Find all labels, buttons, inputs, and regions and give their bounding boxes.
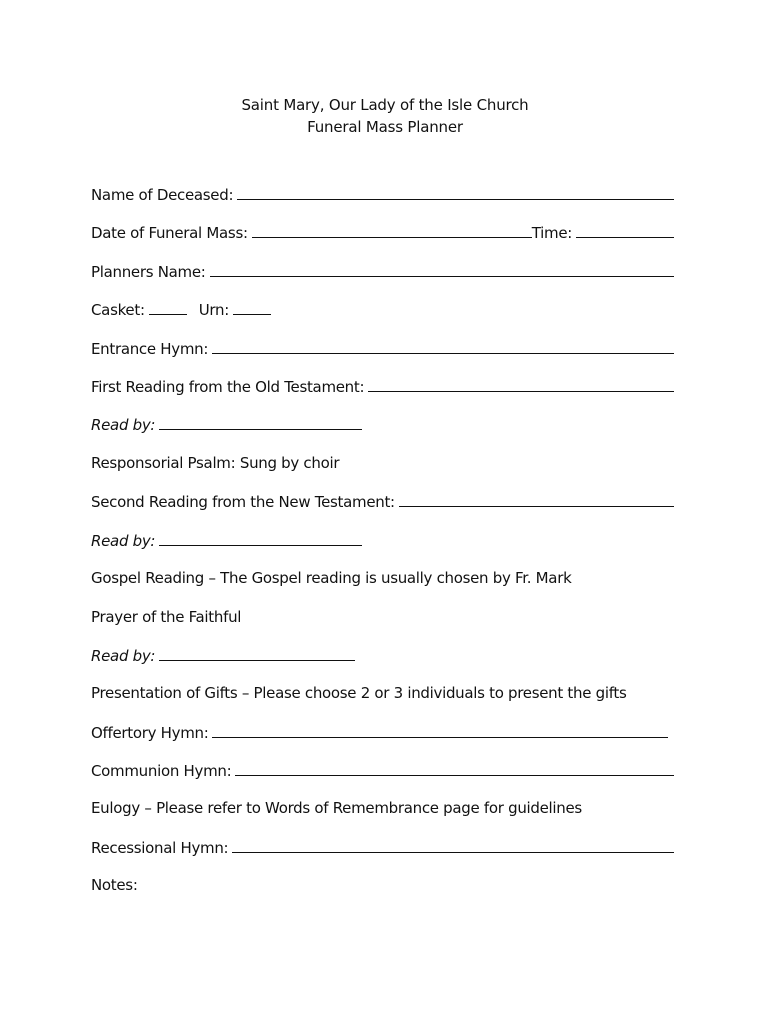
prayer-of-faithful-text: Prayer of the Faithful — [91, 608, 242, 626]
second-read-by-row — [91, 529, 674, 551]
date-time-row — [91, 221, 674, 243]
responsorial-psalm-text: Responsorial Psalm: Sung by choir — [91, 454, 340, 472]
offertory-hymn-label: Offertory Hymn: — [91, 724, 209, 742]
first-read-by-row — [91, 413, 674, 435]
name-of-deceased-field[interactable] — [237, 183, 674, 200]
first-reading-row — [91, 375, 674, 397]
entrance-hymn-field[interactable] — [212, 337, 674, 354]
entrance-hymn-label: Entrance Hymn: — [91, 340, 209, 358]
urn-label: Urn: — [198, 301, 229, 319]
first-reading-field[interactable] — [368, 375, 674, 392]
offertory-hymn-field[interactable] — [212, 721, 668, 738]
document-title: Funeral Mass Planner — [307, 118, 463, 136]
recessional-hymn-label: Recessional Hymn: — [91, 839, 229, 857]
prayers-read-by-field[interactable] — [159, 644, 355, 661]
communion-hymn-row — [91, 759, 674, 781]
second-reading-field[interactable] — [399, 490, 674, 507]
gospel-reading-text: Gospel Reading – The Gospel reading is usually chosen by Fr. Mark — [91, 569, 572, 587]
gospel-reading-row — [91, 567, 674, 589]
first-read-by-field[interactable] — [159, 413, 362, 430]
notes-label: Notes: — [91, 876, 138, 894]
casket-field[interactable] — [149, 298, 187, 315]
offertory-hymn-row — [91, 721, 674, 743]
date-of-funeral-field[interactable] — [252, 221, 532, 238]
notes-row — [91, 874, 674, 896]
second-reading-row — [91, 490, 674, 512]
responsorial-psalm-row — [91, 452, 674, 474]
date-of-funeral-label: Date of Funeral Mass: — [91, 224, 248, 242]
casket-label: Casket: — [91, 301, 145, 319]
second-reading-label: Second Reading from the New Testament: — [91, 493, 395, 511]
prayers-read-by-row — [91, 644, 674, 666]
time-field[interactable] — [576, 221, 674, 238]
urn-field[interactable] — [233, 298, 271, 315]
planners-name-field[interactable] — [210, 260, 674, 277]
second-read-by-field[interactable] — [159, 529, 362, 546]
planners-name-label: Planners Name: — [91, 263, 206, 281]
eulogy-text: Eulogy – Please refer to Words of Remembrance page for guidelines — [91, 799, 582, 817]
time-label: Time: — [531, 224, 572, 242]
communion-hymn-label: Communion Hymn: — [91, 762, 232, 780]
name-of-deceased-row — [91, 183, 674, 205]
name-of-deceased-label: Name of Deceased: — [91, 186, 234, 204]
presentation-of-gifts-row — [91, 682, 674, 704]
entrance-hymn-row — [91, 337, 674, 359]
prayers-read-by-label: Read by: — [91, 647, 156, 665]
recessional-hymn-field[interactable] — [232, 836, 674, 853]
eulogy-row — [91, 797, 674, 819]
communion-hymn-field[interactable] — [235, 759, 674, 776]
recessional-hymn-row — [91, 836, 674, 858]
church-name: Saint Mary, Our Lady of the Isle Church — [241, 96, 529, 114]
first-read-by-label: Read by: — [91, 416, 156, 434]
first-reading-label: First Reading from the Old Testament: — [91, 378, 365, 396]
presentation-of-gifts-text: Presentation of Gifts – Please choose 2 or 3 individuals to present the gifts — [91, 684, 627, 702]
prayer-of-faithful-row — [91, 606, 674, 628]
casket-urn-row — [91, 298, 674, 320]
document-header — [0, 94, 770, 138]
planners-name-row — [91, 260, 674, 282]
second-read-by-label: Read by: — [91, 532, 156, 550]
